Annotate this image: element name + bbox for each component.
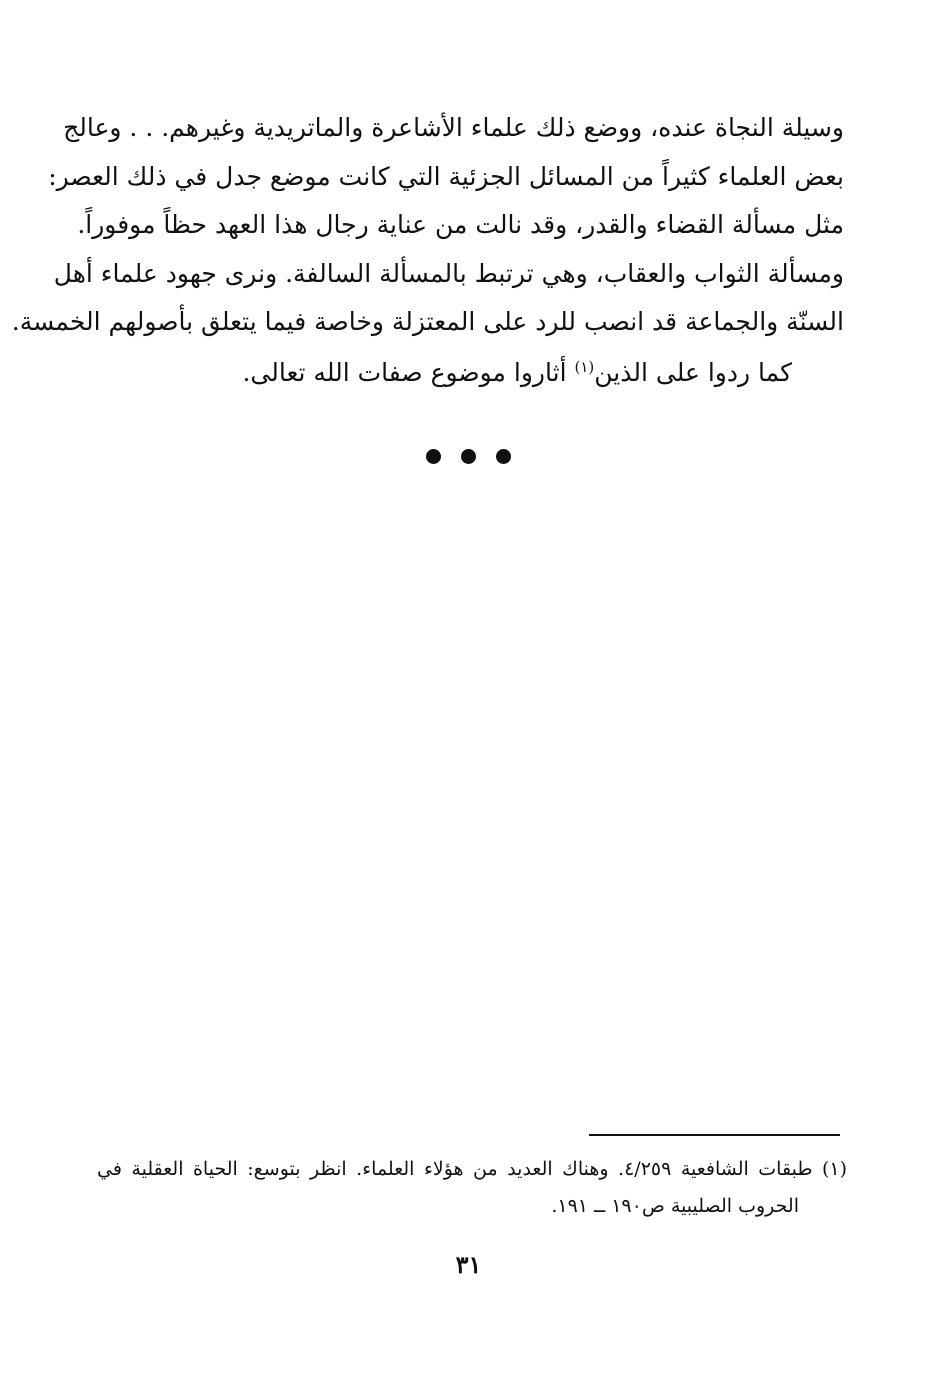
text-line-6-start: كما ردوا على الذين — [594, 357, 792, 387]
text-line-4: ومسألة الثواب والعقاب، وهي ترتبط بالمسألة السالفة. ونرى جهود علماء أهل — [53, 258, 844, 288]
text-line-6 — [100, 349, 844, 398]
text-line-5: السنّة والجماعة قد انصب للرد على المعتزلة وخاصة فيما يتعلق بأصولهم الخمسة. — [11, 307, 844, 336]
text-line-6-end: أثاروا موضوع صفات الله تعالى. — [242, 357, 575, 387]
text-line-1: وسيلة النجاة عنده، ووضع ذلك علماء الأشاعرة والماتريدية وغيرهم. . . وعالج — [63, 113, 844, 142]
separator-dot — [426, 449, 441, 464]
section-separator — [0, 449, 937, 468]
footnote-divider — [589, 1134, 840, 1136]
text-line-3: مثل مسألة القضاء والقدر، وقد نالت من عناية رجال هذا العهد حظاً موفوراً. — [77, 210, 844, 239]
main-text — [11, 104, 844, 397]
footnote-line-1: (١) طبقات الشافعية ٤/٢٥٩. وهناك العديد من هؤلاء العلماء. انظر بتوسع: الحياة العقلية في — [97, 1158, 847, 1180]
separator-dot — [496, 449, 511, 464]
footnotes — [97, 1151, 847, 1225]
separator-dot — [461, 449, 476, 464]
footnote-line-2: الحروب الصليبية ص١٩٠ ــ ١٩١. — [551, 1195, 799, 1217]
page-number: ٣١ — [455, 1250, 482, 1279]
text-line-2: بعض العلماء كثيراً من المسائل الجزئية التي كانت موضع جدل في ذلك العصر: — [48, 161, 844, 191]
footnote-reference[interactable]: (١) — [574, 357, 595, 376]
